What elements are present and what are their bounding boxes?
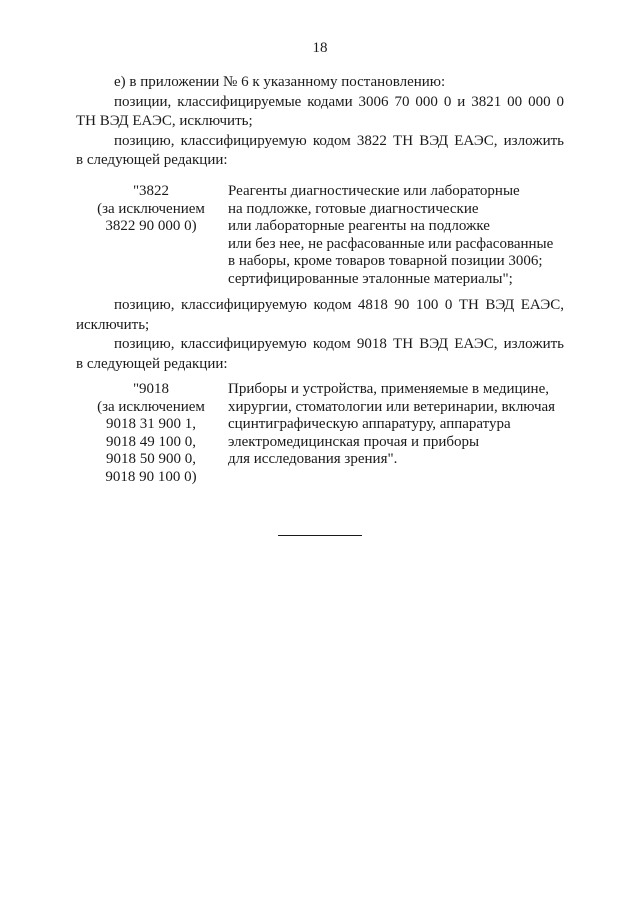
amendment-text-block-2 xyxy=(76,296,564,374)
description-line: или без нее, не расфасованные или расфасованные xyxy=(228,235,554,252)
paragraph-exclude-4818-line-2: исключить; xyxy=(76,316,150,333)
tariff-entry-description xyxy=(228,183,568,288)
paragraph-position-9018-line-2: в следующей редакции: xyxy=(76,355,228,372)
code-line: "3822 xyxy=(132,183,170,199)
code-line: 9018 90 100 0) xyxy=(105,468,197,485)
description-line: для исследования зрения". xyxy=(228,451,398,467)
description-line: на подложке, готовые диагностические xyxy=(228,200,479,217)
description-line: Реагенты диагностические или лабораторные xyxy=(228,183,520,199)
paragraph-position-3822-line-2: в следующей редакции: xyxy=(76,152,228,168)
code-line: 9018 49 100 0, xyxy=(106,433,196,450)
description-line: Приборы и устройства, применяемые в медицине, xyxy=(228,381,549,397)
tariff-entry-code xyxy=(76,381,226,486)
tariff-entry-code xyxy=(76,183,226,236)
paragraph-position-9018-line-1: позицию, классифицируемую кодом 9018 ТН ВЭД ЕАЭС, изложить xyxy=(114,336,564,352)
code-line: "9018 xyxy=(132,381,170,397)
code-line: (за исключением xyxy=(97,200,205,217)
paragraph-exclude-4818-line-1: позицию, классифицируемую кодом 4818 90 100 0 ТН ВЭД ЕАЭС, xyxy=(114,297,564,313)
description-line: сертифицированные эталонные материалы"; xyxy=(228,270,513,287)
end-separator-rule xyxy=(278,535,362,536)
code-line: (за исключением xyxy=(97,398,205,415)
paragraph-exclude-positions-line-1: позиции, классифицируемые кодами 3006 70 000 0 и 3821 00 000 0 xyxy=(114,93,564,110)
code-line: 9018 31 900 1, xyxy=(106,416,196,432)
description-line: в наборы, кроме товаров товарной позиции 3006; xyxy=(228,253,543,269)
code-line: 3822 90 000 0) xyxy=(105,218,197,234)
amendment-text-block-1 xyxy=(76,73,564,171)
tariff-entry-description xyxy=(228,381,568,469)
description-line: хирургии, стоматологии или ветеринарии, включая xyxy=(228,398,556,415)
description-line: сцинтиграфическую аппаратуру, аппаратура xyxy=(228,416,511,432)
page-number: 18 xyxy=(312,40,328,56)
paragraph-exclude-positions-line-2: ТН ВЭД ЕАЭС, исключить; xyxy=(76,113,253,129)
description-line: электромедицинская прочая и приборы xyxy=(228,433,480,450)
description-line: или лабораторные реагенты на подложке xyxy=(228,218,490,234)
code-line: 9018 50 900 0, xyxy=(106,451,196,467)
paragraph-position-3822-line-1: позицию, классифицируемую кодом 3822 ТН ВЭД ЕАЭС, изложить xyxy=(114,132,564,149)
paragraph-annex-6: е) в приложении № 6 к указанному постановлению: xyxy=(114,74,446,90)
